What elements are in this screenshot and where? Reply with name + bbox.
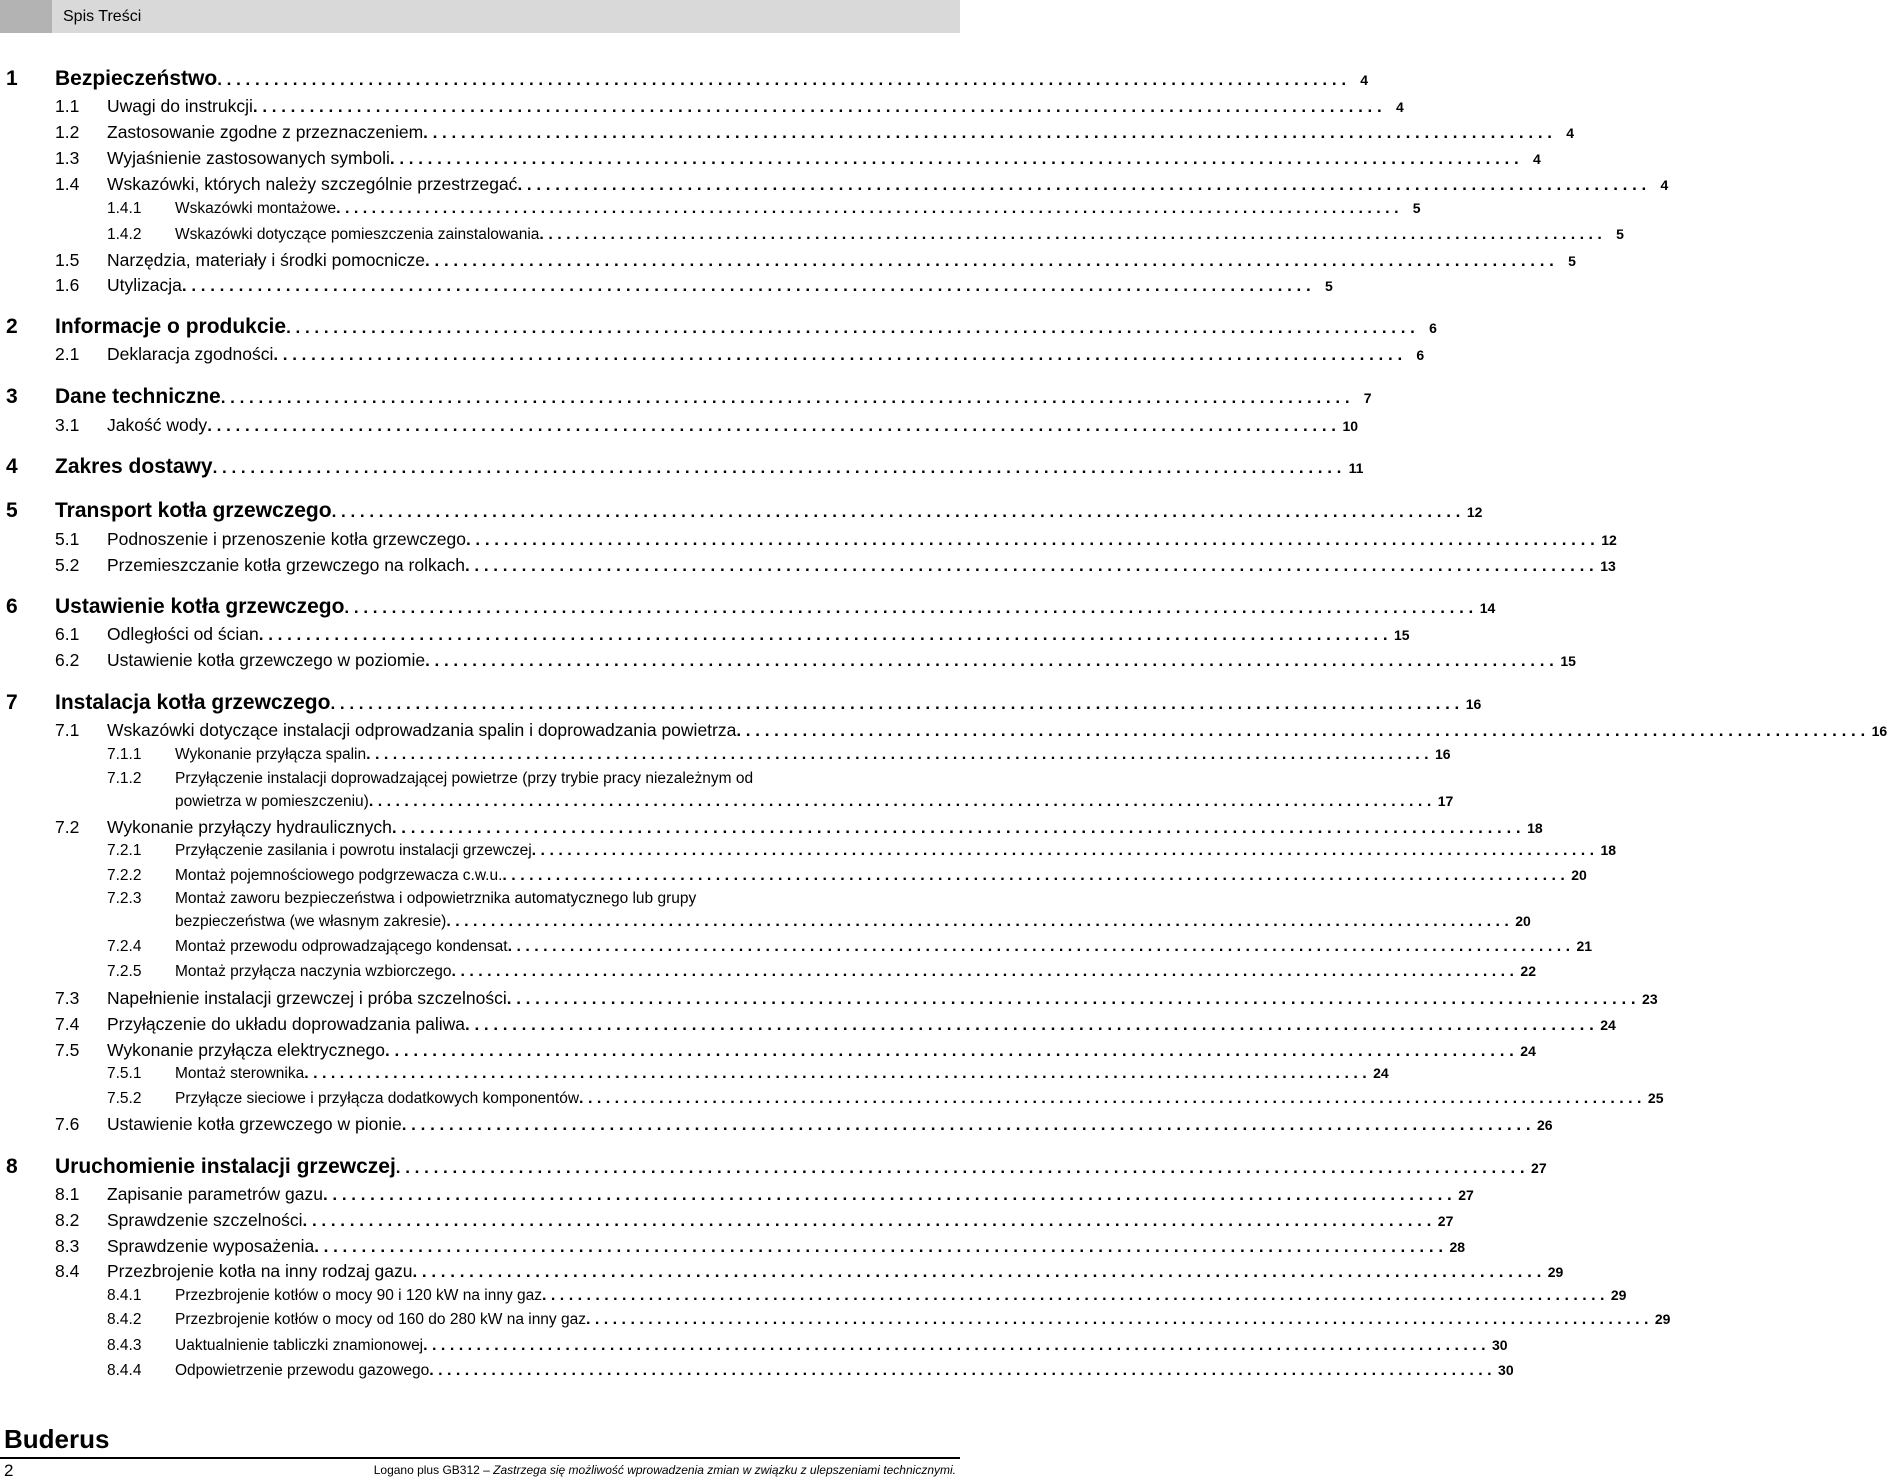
toc-entry-number: 7.5.2 (107, 1090, 142, 1107)
toc-entry[interactable] (0, 315, 1437, 339)
toc-entry[interactable] (55, 817, 1543, 837)
toc-entry[interactable] (55, 1014, 1616, 1034)
toc-entry-title: Wskazówki dotyczące pomieszczenia zainstalowania (175, 226, 540, 243)
toc-entry[interactable] (55, 174, 1669, 194)
toc-entry[interactable] (55, 529, 1617, 549)
toc-entry-number: 8.3 (55, 1236, 80, 1256)
toc-entry-title: Uaktualnienie tabliczki znamionowej (175, 1337, 424, 1354)
toc-entry-title: Montaż zaworu bezpieczeństwa i odpowietrznika automatycznego lub grupy (175, 890, 697, 907)
leader-dots: . . . . . . . . . . . . . . . . . . . . . . . . . . . . . . . . . . . . . . . . . . . . . . . . . . . . . . . . . . . . . . . . . . . . . . . . . . . . . . . . . . . . . . . . . . . . . . . . . . . . . . . . . . . . . . . . . . . . . . . . (212, 458, 1342, 477)
toc-entry[interactable] (0, 455, 1364, 479)
leader-dots: . . . . . . . . . . . . . . . . . . . . . . . . . . . . . . . . . . . . . . . . . . . . . . . . . . . . . . . . . . . . . . . . . . . . . . . . . . . . . . . . . . . . . . . . . . . . . . . . . . . . . . . . . . . . . . . . . . . . . . . . (465, 1015, 1594, 1034)
toc-entry-number: 7.2 (55, 817, 80, 837)
toc-entry-page: 10 (1342, 418, 1359, 434)
toc-entry-title: Bezpieczeństwo (55, 67, 218, 90)
toc-entry-page: 20 (1571, 867, 1587, 883)
toc-entry-title: Montaż przyłącza naczynia wzbiorczego (175, 963, 452, 980)
toc-entry[interactable] (0, 499, 1483, 523)
footer-notice: Zastrzega się możliwość wprowadzenia zmian w związku z ulepszeniami technicznymi. (493, 1463, 956, 1477)
toc-entry-title: Podnoszenie i przenoszenie kotła grzewczego (107, 529, 466, 549)
toc-entry-number: 1.4.1 (107, 200, 142, 217)
toc-entry-number: 3 (6, 385, 18, 408)
toc-entry-number: 1.4.2 (107, 226, 142, 243)
toc-entry-title: Ustawienie kotła grzewczego w poziomie (107, 650, 426, 670)
leader-dots: . . . . . . . . . . . . . . . . . . . . . . . . . . . . . . . . . . . . . . . . . . . . . . . . . . . . . . . . . . . . . . . . . . . . . . . . . . . . . . . . . . . . . . . . . . . . . . . . . . . . . . . . . . . . . . . . . . . . . . . . (542, 1287, 1605, 1304)
toc-entry[interactable] (55, 148, 1541, 168)
leader-dots: . . . . . . . . . . . . . . . . . . . . . . . . . . . . . . . . . . . . . . . . . . . . . . . . . . . . . . . . . . . . . . . . . . . . . . . . . . . . . . . . . . . . . . . . . . . . . . . . . . . . . . . . . . . . . . . . . . . . . . . . (585, 1311, 1649, 1328)
toc-entry-number: 1.1 (55, 96, 80, 116)
toc-entry-page: 13 (1600, 558, 1616, 574)
toc-entry-page: 12 (1466, 504, 1483, 520)
toc-entry-page: 12 (1601, 532, 1617, 548)
toc-entry-title: Zakres dostawy (55, 455, 213, 478)
toc-entry-title: Przyłącze sieciowe i przyłącza dodatkowych komponentów (175, 1090, 580, 1107)
toc-entry[interactable] (55, 1184, 1474, 1204)
toc-entry-number: 1.4 (55, 174, 80, 194)
toc-entry-page: 18 (1527, 820, 1543, 836)
leader-dots: . . . . . . . . . . . . . . . . . . . . . . . . . . . . . . . . . . . . . . . . . . . . . . . . . . . . . . . . . . . . . . . . . . . . . . . . . . . . . . . . . . . . . . . . . . . . . . . . . . . . . . . . . . . . . . . . . . . . . . . . (517, 175, 1647, 194)
leader-dots: . . . . . . . . . . . . . . . . . . . . . . . . . . . . . . . . . . . . . . . . . . . . . . . . . . . . . . . . . . . . . . . . . . . . . . . . . . . . . . . . . . . . . . . . . . . . . . . . . . . . . . . . . . . . . . . . . . . . . . . . (425, 651, 1554, 670)
leader-dots: . . . . . . . . . . . . . . . . . . . . . . . . . . . . . . . . . . . . . . . . . . . . . . . . . . . . . . . . . . . . . . . . . . . . . . . . . . . . . . . . . . . . . . . . . . . . . . . . . . . . . . . . . . . . . . . . . . . . . . . . (465, 530, 1595, 549)
toc-entry-title: Narzędzia, materiały i środki pomocnicze (107, 250, 426, 270)
leader-dots: . . . . . . . . . . . . . . . . . . . . . . . . . . . . . . . . . . . . . . . . . . . . . . . . . . . . . . . . . . . . . . . . . . . . . . . . . . . . . . . . . . . . . . . . . . . . . . . . . . . . . . . . . . . . . . . . . . . . . . . . (389, 149, 1519, 168)
toc-entry[interactable] (55, 275, 1333, 295)
buderus-logo (4, 1424, 134, 1454)
toc-entry-page: 5 (1616, 226, 1624, 242)
toc-entry-title: Zapisanie parametrów gazu (107, 1184, 323, 1204)
leader-dots: . . . . . . . . . . . . . . . . . . . . . . . . . . . . . . . . . . . . . . . . . . . . . . . . . . . . . . . . . . . . . . . . . . . . . . . . . . . . . . . . . . . . . . . . . . . . . . . . . . . . . . . . . . . . . . . . . . . . . . . . (412, 1262, 1542, 1281)
leader-dots: . . . . . . . . . . . . . . . . . . . . . . . . . . . . . . . . . . . . . . . . . . . . . . . . . . . . . . . . . . . . . . . . . . . . . . . . . . . . . . . . . . . . . . . . . . . . . . . . . . . . . . . . . . . . . . . . . . . . . . . . (314, 1237, 1444, 1256)
toc-entry[interactable] (107, 746, 1451, 766)
toc-entry-page: 16 (1465, 696, 1482, 712)
toc-entry-page: 16 (1434, 746, 1451, 762)
toc-entry[interactable] (107, 1065, 1389, 1085)
toc-entry-title: Uruchomienie instalacji grzewczej (55, 1155, 396, 1178)
toc-entry[interactable] (0, 67, 1369, 91)
toc-entry-number: 1.2 (55, 122, 80, 142)
leader-dots: . . . . . . . . . . . . . . . . . . . . . . . . . . . . . . . . . . . . . . . . . . . . . . . . . . . . . . . . . . . . . . . . . . . . . . . . . . . . . . . . . . . . . . . . . . . . . . . . . . . . . . . . . . . . . . . . . . . . . . . . (423, 123, 1552, 142)
toc-entry[interactable] (55, 1114, 1553, 1134)
leader-dots: . . . . . . . . . . . . . . . . . . . . . . . . . . . . . . . . . . . . . . . . . . . . . . . . . . . . . . . . . . . . . . . . . . . . . . . . . . . . . . . . . . . . . . . . . . . . . . . . . . . . . . . . . . . . . . . . . . . . . . . . (368, 793, 1432, 810)
toc-entry-page: 11 (1348, 460, 1364, 476)
leader-dots: . . . . . . . . . . . . . . . . . . . . . . . . . . . . . . . . . . . . . . . . . . . . . . . . . . . . . . . . . . . . . . . . . . . . . . . . . . . . . . . . . . . . . . . . . . . . . . . . . . . . . . . . . . . . . . . . . . . . . . . . (330, 694, 1460, 713)
toc-entry-page: 23 (1642, 991, 1658, 1007)
toc-entry-page: 20 (1515, 913, 1531, 929)
toc-entry[interactable] (107, 1362, 1514, 1382)
toc-entry[interactable] (107, 226, 1624, 246)
toc-entry-title: Przyłączenie instalacji doprowadzającej powietrze (przy trybie pracy niezależnym od (175, 770, 754, 787)
toc-entry-number: 7.1.2 (107, 770, 142, 787)
leader-dots: . . . . . . . . . . . . . . . . . . . . . . . . . . . . . . . . . . . . . . . . . . . . . . . . . . . . . . . . . . . . . . . . . . . . . . . . . . . . . . . . . . . . . . . . . . . . . . . . . . . . . . . . . . . . . . . . . . . . . . . . (331, 502, 1461, 521)
leader-dots: . . . . . . . . . . . . . . . . . . . . . . . . . . . . . . . . . . . . . . . . . . . . . . . . . . . . . . . . . . . . . . . . . . . . . . . . . . . . . . . . . . . . . . . . . . . . . . . . . . . . . . . . . . . . . . . . . . . . . . . . (181, 276, 1311, 295)
toc-entry[interactable] (0, 385, 1372, 409)
toc-entry-page: 30 (1492, 1337, 1508, 1353)
toc-entry-number: 8.4.3 (107, 1337, 142, 1354)
toc-entry-title: Montaż pojemnościowego podgrzewacza c.w.u. (175, 867, 503, 884)
leader-dots: . . . . . . . . . . . . . . . . . . . . . . . . . . . . . . . . . . . . . . . . . . . . . . . . . . . . . . . . . . . . . . . . . . . . . . . . . . . . . . . . . . . . . . . . . . . . . . . . . . . . . . . . . . . . . . . . . . . . . . . . (391, 818, 1521, 837)
leader-dots: . . . . . . . . . . . . . . . . . . . . . . . . . . . . . . . . . . . . . . . . . . . . . . . . . . . . . . . . . . . . . . . . . . . . . . . . . . . . . . . . . . . . . . . . . . . . . . . . . . . . . . . . . . . . . . . . . . . . . . . . (507, 938, 1571, 955)
toc-entry-page: 5 (1324, 278, 1333, 294)
toc-entry-page: 4 (1532, 151, 1541, 167)
toc-entry[interactable] (107, 200, 1421, 220)
leader-dots: . . . . . . . . . . . . . . . . . . . . . . . . . . . . . . . . . . . . . . . . . . . . . . . . . . . . . . . . . . . . . . . . . . . . . . . . . . . . . . . . . . . . . . . . . . . . . . . . . . . . . . . . . . . . . . . . . . . . . . . . (322, 1185, 1452, 1204)
toc-entry-title: Transport kotła grzewczego (55, 499, 332, 522)
toc-entry-title: Wykonanie przyłącza spalin (175, 746, 367, 763)
toc-entry-page: 18 (1600, 842, 1617, 858)
toc-entry-page: 27 (1437, 1213, 1454, 1229)
toc-entry-title: Informacje o produkcie (55, 315, 287, 338)
leader-dots: . . . . . . . . . . . . . . . . . . . . . . . . . . . . . . . . . . . . . . . . . . . . . . . . . . . . . . . . . . . . . . . . . . . . . . . . . . . . . . . . . . . . . . . . . . . . . . . . . . . . . . . . . . . . . . . . . . . . . . . . (336, 200, 1399, 217)
toc-entry-number: 4 (6, 455, 18, 478)
leader-dots: . . . . . . . . . . . . . . . . . . . . . . . . . . . . . . . . . . . . . . . . . . . . . . . . . . . . . . . . . . . . . . . . . . . . . . . . . . . . . . . . . . . . . . . . . . . . . . . . . . . . . . . . . . . . . . . . . . . . . . . . (502, 867, 1565, 884)
toc-entry-page: 4 (1395, 99, 1404, 115)
toc-entry-page: 14 (1479, 600, 1496, 616)
toc-entry-number: 6 (6, 595, 18, 618)
toc-entry-number: 8.4.2 (107, 1311, 142, 1328)
leader-dots: . . . . . . . . . . . . . . . . . . . . . . . . . . . . . . . . . . . . . . . . . . . . . . . . . . . . . . . . . . . . . . . . . . . . . . . . . . . . . . . . . . . . . . . . . . . . . . . . . . . . . . . . . . . . . . . . . . . . . . . . (258, 625, 1388, 644)
leader-dots: . . . . . . . . . . . . . . . . . . . . . . . . . . . . . . . . . . . . . . . . . . . . . . . . . . . . . . . . . . . . . . . . . . . . . . . . . . . . . . . . . . . . . . . . . . . . . . . . . . . . . . . . . . . . . . . . . . . . . . . . (302, 1211, 1432, 1230)
toc-entry-number: 8 (6, 1155, 18, 1178)
toc-entry[interactable] (55, 1040, 1536, 1060)
toc-entry-number: 7.3 (55, 988, 80, 1008)
toc-entry[interactable] (107, 938, 1593, 958)
toc-entry-title: Wyjaśnienie zastosowanych symboli (107, 148, 390, 168)
toc-entry-continuation[interactable] (175, 793, 1454, 813)
leader-dots: . . . . . . . . . . . . . . . . . . . . . . . . . . . . . . . . . . . . . . . . . . . . . . . . . . . . . . . . . . . . . . . . . . . . . . . . . . . . . . . . . . . . . . . . . . . . . . . . . . . . . . . . . . . . . . . . . . . . . . . . (451, 963, 1514, 980)
toc-entry-number: 6.1 (55, 624, 80, 644)
toc-entry-page: 4 (1660, 177, 1669, 193)
toc-entry-number: 2.1 (55, 344, 80, 364)
toc-entry[interactable] (107, 1311, 1671, 1331)
toc-entry[interactable] (107, 963, 1536, 983)
toc-entry-page: 27 (1531, 1160, 1547, 1176)
toc-entry-title: Utylizacja (107, 275, 182, 295)
toc-entry[interactable] (55, 555, 1616, 575)
toc-entry-page: 24 (1520, 1043, 1536, 1059)
toc-entry-number: 5.2 (55, 555, 80, 575)
toc-entry-page: 29 (1547, 1264, 1564, 1280)
toc-entry-page: 29 (1654, 1311, 1671, 1327)
leader-dots: . . . . . . . . . . . . . . . . . . . . . . . . . . . . . . . . . . . . . . . . . . . . . . . . . . . . . . . . . . . . . . . . . . . . . . . . . . . . . . . . . . . . . . . . . . . . . . . . . . . . . . . . . . . . . . . . . . . . . . . . (344, 598, 1474, 617)
toc-entry[interactable] (107, 1337, 1508, 1357)
toc-entry-title: Instalacja kotła grzewczego (55, 691, 331, 714)
footer-product: Logano plus GB312 (373, 1463, 480, 1477)
toc-entry-title: Montaż przewodu odprowadzającego kondensat (175, 938, 508, 955)
leader-dots: . . . . . . . . . . . . . . . . . . . . . . . . . . . . . . . . . . . . . . . . . . . . . . . . . . . . . . . . . . . . . . . . . . . . . . . . . . . . . . . . . . . . . . . . . . . . . . . . . . . . . . . . . . . . . . . . . . . . . . . . (220, 388, 1350, 407)
toc-entry-page: 27 (1458, 1187, 1474, 1203)
toc-entry-number: 1.5 (55, 250, 80, 270)
toc-entry[interactable] (0, 1155, 1547, 1179)
toc-entry-title: Zastosowanie zgodne z przeznaczeniem (107, 122, 424, 142)
toc-entry-number: 5 (6, 499, 18, 522)
toc-entry[interactable] (55, 650, 1576, 670)
toc-entry-title: Montaż sterownika (175, 1065, 305, 1082)
leader-dots: . . . . . . . . . . . . . . . . . . . . . . . . . . . . . . . . . . . . . . . . . . . . . . . . . . . . . . . . . . . . . . . . . . . . . . . . . . . . . . . . . . . . . . . . . . . . . . . . . . . . . . . . . . . . . . . . . . . . . . . . (385, 1041, 1514, 1060)
leader-dots: . . . . . . . . . . . . . . . . . . . . . . . . . . . . . . . . . . . . . . . . . . . . . . . . . . . . . . . . . . . . . . . . . . . . . . . . . . . . . . . . . . . . . . . . . . . . . . . . . . . . . . . . . . . . . . . . . . . . . . . . (286, 318, 1415, 337)
toc-entry-number: 8.2 (55, 1210, 80, 1230)
page-number: 2 (4, 1461, 14, 1480)
toc-entry-number: 8.4 (55, 1261, 80, 1281)
toc-entry[interactable] (55, 1261, 1564, 1281)
toc-entry-page: 22 (1520, 963, 1536, 979)
leader-dots: . . . . . . . . . . . . . . . . . . . . . . . . . . . . . . . . . . . . . . . . . . . . . . . . . . . . . . . . . . . . . . . . . . . . . . . . . . . . . . . . . . . . . . . . . . . . . . . . . . . . . . . . . . . . . . . . . . . . . . . . (304, 1065, 1367, 1082)
leader-dots: . . . . . . . . . . . . . . . . . . . . . . . . . . . . . . . . . . . . . . . . . . . . . . . . . . . . . . . . . . . . . . . . . . . . . . . . . . . . . . . . . . . . . . . . . . . . . . . . . . . . . . . . . . . . . . . . . . . . . . . . (217, 70, 1347, 89)
toc-entry-number: 1 (6, 67, 18, 90)
toc-entry-number: 2 (6, 315, 18, 338)
toc-entry-title-continued: bezpieczeństwa (we własnym zakresie) (175, 913, 447, 930)
toc-entry[interactable] (55, 344, 1425, 364)
toc-entry-page: 5 (1412, 200, 1421, 216)
toc-entry[interactable] (0, 595, 1496, 619)
leader-dots: . . . . . . . . . . . . . . . . . . . . . . . . . . . . . . . . . . . . . . . . . . . . . . . . . . . . . . . . . . . . . . . . . . . . . . . . . . . . . . . . . . . . . . . . . . . . . . . . . . . . . . . . . . . . . . . . . . . . . . . . (252, 97, 1382, 116)
toc-entry-page: 16 (1871, 723, 1887, 739)
toc-entry-title: Odległości od ścian (107, 624, 259, 644)
toc-entry[interactable] (107, 1090, 1664, 1110)
toc-entry-number: 1.3 (55, 148, 80, 168)
toc-entry-title: Przezbrojenie kotła na inny rodzaj gazu (107, 1261, 413, 1281)
leader-dots: . . . . . . . . . . . . . . . . . . . . . . . . . . . . . . . . . . . . . . . . . . . . . . . . . . . . . . . . . . . . . . . . . . . . . . . . . . . . . . . . . . . . . . . . . . . . . . . . . . . . . . . . . . . . . . . . . . . . . . . . (531, 842, 1595, 859)
toc-entry-number: 5.1 (55, 529, 80, 549)
toc-entry[interactable] (107, 867, 1587, 887)
toc-entry-title: Napełnienie instalacji grzewczej i próba szczelności (107, 988, 507, 1008)
toc-entry-number: 7.2.1 (107, 842, 142, 859)
header-title: Spis Treści (63, 8, 142, 25)
leader-dots: . . . . . . . . . . . . . . . . . . . . . . . . . . . . . . . . . . . . . . . . . . . . . . . . . . . . . . . . . . . . . . . . . . . . . . . . . . . . . . . . . . . . . . . . . . . . . . . . . . . . . . . . . . . . . . . . . . . . . . . . (506, 989, 1636, 1008)
toc-entry-title: Wykonanie przyłącza elektrycznego (107, 1040, 386, 1060)
toc-entry-number: 7.4 (55, 1014, 80, 1034)
toc-entry-number: 7.2.3 (107, 890, 142, 907)
toc-entry-page: 17 (1437, 793, 1454, 809)
toc-entry[interactable] (55, 415, 1359, 435)
leader-dots: . . . . . . . . . . . . . . . . . . . . . . . . . . . . . . . . . . . . . . . . . . . . . . . . . . . . . . . . . . . . . . . . . . . . . . . . . . . . . . . . . . . . . . . . . . . . . . . . . . . . . . . . . . . . . . . . . . . . . . . . (366, 746, 1429, 763)
toc-entry-number: 7.2.2 (107, 867, 142, 884)
toc-entry-page: 30 (1498, 1362, 1514, 1378)
toc-entry-page: 25 (1647, 1090, 1664, 1106)
toc-entry-title: Przemieszczanie kotła grzewczego na rolkach (107, 555, 465, 575)
footer-text (374, 1463, 956, 1477)
toc-entry-page: 26 (1537, 1117, 1553, 1133)
toc-entry-number: 7.2.5 (107, 963, 142, 980)
toc-entry-title: Przyłączenie zasilania i powrotu instalacji grzewczej (175, 842, 532, 859)
toc-entry-number: 7.2.4 (107, 938, 142, 955)
toc-entry-number: 8.4.4 (107, 1362, 142, 1379)
svg-text:Buderus: Buderus (4, 1424, 110, 1454)
toc-entry-title: Wskazówki montażowe (175, 200, 337, 217)
toc-entry-page: 15 (1560, 653, 1576, 669)
footer-rule (0, 1457, 960, 1459)
toc-entry-number: 7.5 (55, 1040, 80, 1060)
toc-entry-number: 1.6 (55, 275, 80, 295)
toc-entry[interactable] (55, 720, 1887, 740)
toc-entry[interactable] (107, 770, 960, 790)
toc-entry-page: 6 (1416, 347, 1425, 363)
toc-entry-page: 4 (1360, 72, 1369, 88)
toc-entry-number: 7.5.1 (107, 1065, 142, 1082)
leader-dots: . . . . . . . . . . . . . . . . . . . . . . . . . . . . . . . . . . . . . . . . . . . . . . . . . . . . . . . . . . . . . . . . . . . . . . . . . . . . . . . . . . . . . . . . . . . . . . . . . . . . . . . . . . . . . . . . . . . . . . . . (579, 1090, 1642, 1107)
toc-entry-number: 8.1 (55, 1184, 80, 1204)
toc-entry-page: 4 (1566, 125, 1574, 141)
leader-dots: . . . . . . . . . . . . . . . . . . . . . . . . . . . . . . . . . . . . . . . . . . . . . . . . . . . . . . . . . . . . . . . . . . . . . . . . . . . . . . . . . . . . . . . . . . . . . . . . . . . . . . . . . . . . . . . . . . . . . . . . (395, 1158, 1525, 1177)
leader-dots: . . . . . . . . . . . . . . . . . . . . . . . . . . . . . . . . . . . . . . . . . . . . . . . . . . . . . . . . . . . . . . . . . . . . . . . . . . . . . . . . . . . . . . . . . . . . . . . . . . . . . . . . . . . . . . . . . . . . . . . . (423, 1337, 1486, 1354)
toc-entry[interactable] (107, 842, 1617, 862)
leader-dots: . . . . . . . . . . . . . . . . . . . . . . . . . . . . . . . . . . . . . . . . . . . . . . . . . . . . . . . . . . . . . . . . . . . . . . . . . . . . . . . . . . . . . . . . . . . . . . . . . . . . . . . . . . . . . . . . . . . . . . . . (539, 226, 1602, 243)
toc-entry-title: Ustawienie kotła grzewczego (55, 595, 345, 618)
leader-dots: . . . . . . . . . . . . . . . . . . . . . . . . . . . . . . . . . . . . . . . . . . . . . . . . . . . . . . . . . . . . . . . . . . . . . . . . . . . . . . . . . . . . . . . . . . . . . . . . . . . . . . . . . . . . . . . . . . . . . . . . (429, 1362, 1492, 1379)
toc-entry-number: 6.2 (55, 650, 80, 670)
toc-entry-page: 7 (1363, 390, 1372, 406)
toc-entry-title: Wskazówki dotyczące instalacji odprowadzania spalin i doprowadzania powietrza (107, 720, 737, 740)
footer-separator: – (479, 1463, 494, 1477)
toc-entry-number: 8.4.1 (107, 1287, 142, 1304)
toc-entry-page: 6 (1429, 320, 1437, 336)
toc-entry[interactable] (107, 890, 960, 910)
toc-entry[interactable] (55, 250, 1576, 270)
toc-entry-page: 21 (1576, 938, 1593, 954)
toc-entry[interactable] (55, 122, 1574, 142)
toc-entry-title: Dane techniczne (55, 385, 221, 408)
leader-dots: . . . . . . . . . . . . . . . . . . . . . . . . . . . . . . . . . . . . . . . . . . . . . . . . . . . . . . . . . . . . . . . . . . . . . . . . . . . . . . . . . . . . . . . . . . . . . . . . . . . . . . . . . . . . . . . . . . . . . . . . (425, 251, 1554, 270)
toc-entry[interactable] (0, 691, 1482, 715)
toc-entry-title: Sprawdzenie szczelności (107, 1210, 303, 1230)
leader-dots: . . . . . . . . . . . . . . . . . . . . . . . . . . . . . . . . . . . . . . . . . . . . . . . . . . . . . . . . . . . . . . . . . . . . . . . . . . . . . . . . . . . . . . . . . . . . . . . . . . . . . . . . . . . . . . . . . . . . . . . . (464, 556, 1594, 575)
toc-entry-page: 28 (1449, 1239, 1466, 1255)
leader-dots: . . . . . . . . . . . . . . . . . . . . . . . . . . . . . . . . . . . . . . . . . . . . . . . . . . . . . . . . . . . . . . . . . . . . . . . . . . . . . . . . . . . . . . . . . . . . . . . . . . . . . . . . . . . . . . . . . . . . . . . . (446, 913, 1509, 930)
toc-entry-title-continued: powietrza w pomieszczeniu) (175, 793, 369, 810)
toc-entry[interactable] (107, 1287, 1627, 1307)
toc-entry-title: Jakość wody (107, 415, 208, 435)
leader-dots: . . . . . . . . . . . . . . . . . . . . . . . . . . . . . . . . . . . . . . . . . . . . . . . . . . . . . . . . . . . . . . . . . . . . . . . . . . . . . . . . . . . . . . . . . . . . . . . . . . . . . . . . . . . . . . . . . . . . . . . . (401, 1115, 1531, 1134)
toc-entry-title: Wskazówki, których należy szczególnie przestrzegać (107, 174, 518, 194)
toc-entry-page: 15 (1394, 627, 1410, 643)
toc-entry[interactable] (55, 1210, 1454, 1230)
toc-entry-title: Sprawdzenie wyposażenia (107, 1236, 315, 1256)
toc-entry-title: Deklaracja zgodności (107, 344, 274, 364)
leader-dots: . . . . . . . . . . . . . . . . . . . . . . . . . . . . . . . . . . . . . . . . . . . . . . . . . . . . . . . . . . . . . . . . . . . . . . . . . . . . . . . . . . . . . . . . . . . . . . . . . . . . . . . . . . . . . . . . . . . . . . . . (736, 721, 1866, 740)
toc-entry[interactable] (55, 1236, 1466, 1256)
toc-entry-title: Przezbrojenie kotłów o mocy od 160 do 280 kW na inny gaz (175, 1311, 586, 1328)
toc-entry[interactable] (55, 988, 1658, 1008)
toc-entry-page: 24 (1373, 1065, 1389, 1081)
toc-entry-title: Przyłączenie do układu doprowadzania paliwa (107, 1014, 465, 1034)
toc-entry-title: Wykonanie przyłączy hydraulicznych (107, 817, 392, 837)
toc-entry-title: Ustawienie kotła grzewczego w pionie (107, 1114, 402, 1134)
toc-entry[interactable] (55, 96, 1404, 116)
toc-entry-title: Przezbrojenie kotłów o mocy 90 i 120 kW na inny gaz (175, 1287, 543, 1304)
toc-entry-continuation[interactable] (175, 913, 1531, 933)
toc-entry-number: 7.1 (55, 720, 80, 740)
toc-entry-title: Uwagi do instrukcji (107, 96, 253, 116)
toc-entry-page: 24 (1600, 1017, 1616, 1033)
toc-entry-title: Odpowietrzenie przewodu gazowego (175, 1362, 430, 1379)
toc-entry-number: 7 (6, 691, 18, 714)
toc-entry-number: 7.1.1 (107, 746, 142, 763)
leader-dots: . . . . . . . . . . . . . . . . . . . . . . . . . . . . . . . . . . . . . . . . . . . . . . . . . . . . . . . . . . . . . . . . . . . . . . . . . . . . . . . . . . . . . . . . . . . . . . . . . . . . . . . . . . . . . . . . . . . . . . . . (273, 345, 1403, 364)
toc-entry-page: 29 (1610, 1287, 1627, 1303)
toc-entry[interactable] (55, 624, 1410, 644)
toc-entry-number: 3.1 (55, 415, 80, 435)
toc-entry-number: 7.6 (55, 1114, 80, 1134)
toc-entry-page: 5 (1568, 253, 1576, 269)
leader-dots: . . . . . . . . . . . . . . . . . . . . . . . . . . . . . . . . . . . . . . . . . . . . . . . . . . . . . . . . . . . . . . . . . . . . . . . . . . . . . . . . . . . . . . . . . . . . . . . . . . . . . . . . . . . . . . . . . . . . . . . . (207, 416, 1337, 435)
